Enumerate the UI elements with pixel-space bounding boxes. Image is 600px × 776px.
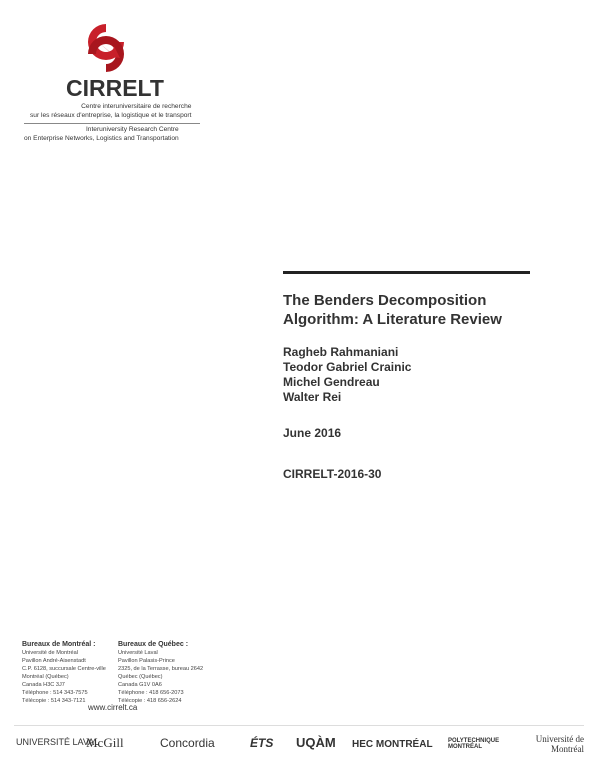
divider bbox=[24, 123, 200, 124]
title-line: Algorithm: A Literature Review bbox=[283, 311, 502, 328]
address-line: C.P. 6128, succursale Centre-ville bbox=[22, 666, 106, 672]
address-line: Montréal (Québec) bbox=[22, 674, 69, 680]
document-title bbox=[283, 291, 502, 329]
tagline-line: on Enterprise Networks, Logistics and Transportation bbox=[24, 134, 179, 142]
report-number: CIRRELT-2016-30 bbox=[283, 467, 382, 481]
address-line: Canada H3C 3J7 bbox=[22, 682, 65, 688]
author: Walter Rei bbox=[283, 390, 342, 404]
tagline-french bbox=[30, 103, 191, 120]
montreal-office-address bbox=[22, 640, 106, 705]
tagline-line: Centre interuniversitaire de recherche bbox=[81, 103, 192, 110]
address-line: Pavillon André-Aisenstadt bbox=[22, 658, 86, 664]
cirrelt-logo-icon bbox=[78, 20, 134, 76]
office-heading: Bureaux de Québec : bbox=[118, 641, 189, 648]
tagline-english bbox=[24, 126, 179, 143]
address-line: Téléphone : 514 343-7575 bbox=[22, 690, 88, 696]
address-line: Télécopie : 418 656-2624 bbox=[118, 698, 182, 704]
address-line: Télécopie : 514 343-7121 bbox=[22, 698, 86, 704]
logo-mcgill: McGill bbox=[86, 735, 124, 750]
tagline-line: Interuniversity Research Centre bbox=[85, 126, 179, 133]
title-rule bbox=[283, 271, 530, 274]
logo-polytechnique: POLYTECHNIQUE MONTRÉAL bbox=[448, 738, 500, 750]
publication-date: June 2016 bbox=[283, 426, 342, 440]
logo-wordmark: CIRRELT bbox=[66, 75, 164, 101]
address-line: 2325, de la Terrasse, bureau 2642 bbox=[118, 666, 204, 672]
address-line: Téléphone : 418 656-2073 bbox=[118, 690, 184, 696]
address-line: Université Laval bbox=[118, 650, 158, 656]
author: Michel Gendreau bbox=[283, 375, 380, 389]
divider bbox=[14, 725, 584, 726]
office-heading: Bureaux de Montréal : bbox=[22, 641, 96, 648]
logo-hec-montreal: HEC MONTRÉAL bbox=[352, 739, 433, 750]
quebec-office-address bbox=[118, 640, 203, 705]
author: Teodor Gabriel Crainic bbox=[283, 360, 412, 374]
address-line: Canada G1V 0A6 bbox=[118, 682, 162, 688]
logo-universite-laval: UNIVERSITÉ LAVAL bbox=[16, 737, 100, 747]
address-line: Pavillon Palasis-Prince bbox=[118, 658, 175, 664]
logo-ets: ÉTS bbox=[250, 736, 274, 750]
logo-concordia: Concordia bbox=[160, 736, 215, 750]
address-line: Québec (Québec) bbox=[118, 674, 163, 680]
logo-universite-de-montreal: Université de Montréal bbox=[535, 734, 584, 754]
address-line: Université de Montréal bbox=[22, 650, 78, 656]
author: Ragheb Rahmaniani bbox=[283, 345, 399, 359]
tagline-line: sur les réseaux d'entreprise, la logistique et le transport bbox=[30, 111, 192, 119]
title-line: The Benders Decomposition bbox=[283, 292, 487, 309]
author-list bbox=[283, 345, 411, 405]
logo-uqam: UQÀM bbox=[296, 735, 336, 750]
website-link[interactable]: www.cirrelt.ca bbox=[88, 703, 138, 712]
